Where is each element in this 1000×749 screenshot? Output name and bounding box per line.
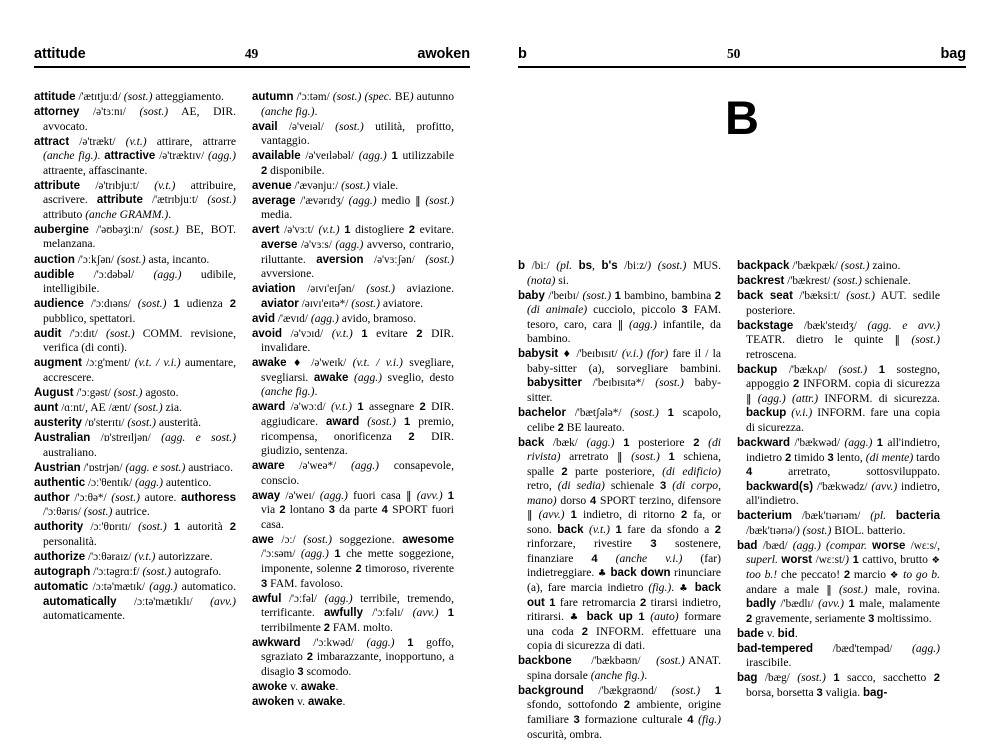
running-head-first-word: attitude — [34, 46, 86, 62]
running-head-last-word: bag — [940, 46, 966, 62]
dictionary-entry: bad-tempered /bæd'tempəd/ (agg.) irascibile. — [737, 641, 940, 670]
running-head-first-word: b — [518, 46, 527, 62]
dictionary-entry: bachelor /'bætʃələ*/ (sost.) 1 scapolo, celibe 2 BE laureato. — [518, 405, 721, 434]
column-3 — [518, 141, 721, 743]
dictionary-entry: away /ə'weɪ/ (agg.) fuori casa ‖ (avv.) 1 via 2 lontano 3 da parte 4 SPORT fuori casa. — [252, 488, 454, 531]
column-top-spacer — [737, 141, 940, 259]
dictionary-entry: available /ə'veɪləbəl/ (agg.) 1 utilizzabile 2 disponibile. — [252, 149, 455, 177]
dictionary-entry: backpack /'bækpæk/ (sost.) zaino. — [737, 259, 901, 272]
dictionary-entry: authority /ɔː'θɒrɪtɪ/ (sost.) 1 autorità 2 personalità. — [34, 520, 237, 548]
dictionary-entry: backstage /bæk'steɪdʒ/ (agg. e avv.) TEATR. dietro le quinte ‖ (sost.) retroscena. — [737, 318, 940, 361]
dictionary-entry: aviation /əɪvɪ'eɪʃən/ (sost.) aviazione. aviator /əɪvɪ'eɪtə*/ (sost.) aviatore. — [252, 282, 454, 310]
dictionary-entry: authentic /ɔː'θentɪk/ (agg.) autentico. — [34, 475, 212, 489]
letter-section-heading: B — [725, 91, 759, 144]
dictionary-entry: avoid /ə'vɔɪd/ (v.t.) 1 evitare 2 DIR. invalidare. — [252, 326, 454, 355]
running-head-left — [34, 46, 470, 68]
dictionary-entry: backrest /'bækrest/ (sost.) schienale. — [737, 274, 911, 288]
column-2 — [252, 90, 454, 710]
dictionary-entry: attract /ə'trækt/ (v.t.) attirare, attrarre (anche fig.). attractive /ə'træktɪv/ (agg.) attraente, affascinante. — [34, 134, 236, 177]
dictionary-entry: audible /'ɔːdəbəl/ (agg.) udibile, intelligibile. — [34, 267, 236, 296]
dictionary-entry: awe /ɔː/ (sost.) soggezione. awesome /'ɔːsəm/ (agg.) 1 che mette soggezione, imponente, solenne 2 timoroso, riverente 3 FAM. favoloso. — [252, 532, 455, 590]
dictionary-entry: audit /'ɔːdɪt/ (sost.) COMM. revisione, verifica (di conti). — [34, 326, 236, 355]
dictionary-entry: bad /bæd/ (agg.) (compar. worse /wɛːs/, superl. worst /wɛːst/) 1 cattivo, brutto ❖ too b.! che peccato! 2 marcio ❖ to go b. andare a male ‖ (sost.) male, rovina. badly /'bædlɪ/ (avv.) 1 male, malamente 2 gravemente, seriamente 3 moltissimo. — [737, 538, 941, 625]
dictionary-entry: awkward /'ɔːkwəd/ (agg.) 1 goffo, sgraziato 2 imbarazzante, inopportuno, a disagio 3 scomodo. — [252, 635, 455, 678]
dictionary-entry: author /'ɔːθə*/ (sost.) autore. authoress /'ɔːθərɪs/ (sost.) autrice. — [34, 490, 236, 519]
dictionary-entry: augment /ɔːg'ment/ (v.t. / v.i.) aumentare, accrescere. — [34, 356, 236, 384]
column-4 — [737, 141, 940, 743]
dictionary-entry: avid /'ævɪd/ (agg.) avido, bramoso. — [252, 311, 417, 325]
running-head-last-word: awoken — [417, 46, 470, 62]
dictionary-entry: awoken v. awake. — [252, 694, 346, 708]
dictionary-entry: auction /'ɔːkʃən/ (sost.) asta, incanto. — [34, 252, 210, 266]
dictionary-entry: audience /'ɔːdɪəns/ (sost.) 1 udienza 2 pubblico, spettatori. — [34, 297, 236, 325]
dictionary-entry: award /ə'wɔːd/ (v.t.) 1 assegnare 2 DIR. aggiudicare. award (sost.) 1 premio, ricompensa, onorificenza 2 DIR. giudizio, sentenza. — [252, 400, 454, 458]
dictionary-entry: August /'ɔːgəst/ (sost.) agosto. — [34, 385, 179, 399]
dictionary-entry: aubergine /'əʊbəʒiːn/ (sost.) BE, BOT. melanzana. — [34, 222, 236, 251]
page-number: 49 — [244, 46, 259, 61]
dictionary-entry: average /'ævərɪdʒ/ (agg.) medio ‖ (sost.) media. — [252, 193, 454, 222]
dictionary-entry: awake ♦ /ə'weɪk/ (v.t. / v.i.) svegliare, svegliarsi. awake (agg.) sveglio, desto (anche fig.). — [252, 356, 454, 399]
dictionary-entry: autumn /'ɔːtəm/ (sost.) (spec. BE) autunno (anche fig.). — [252, 90, 455, 118]
dictionary-entry: attitude /'ætɪtjuːd/ (sost.) atteggiamento. — [34, 90, 224, 103]
dictionary-entry: attorney /ə'tɜːnɪ/ (sost.) AE, DIR. avvocato. — [34, 105, 236, 133]
dictionary-entry: backward /'bækwəd/ (agg.) 1 all'indietro, indietro 2 timido 3 lento, (di mente) tardo 4 arretrato, sottosviluppato. backward(s) /'bækwədz/ (avv.) indietro, all'indietro. — [737, 436, 940, 508]
running-head-right — [518, 46, 966, 68]
dictionary-entry: bag /bæg/ (sost.) 1 sacco, sacchetto 2 borsa, borsetta 3 valigia. bag- — [737, 671, 940, 699]
dictionary-entry: background /'bækgraʊnd/ (sost.) 1 sfondo, sottofondo 2 ambiente, origine familiare 3 formazione culturale 4 (fig.) oscurità, ombra. — [518, 683, 721, 741]
column-top-spacer — [518, 141, 721, 259]
dictionary-entry: bade v. bid. — [737, 626, 798, 640]
dictionary-entry: back seat /'bæksiːt/ (sost.) AUT. sedile posteriore. — [737, 289, 940, 317]
dictionary-entry: backup /'bækʌp/ (sost.) 1 sostegno, appoggio 2 INFORM. copia di sicurezza ‖ (agg.) (attr.) INFORM. di sicurezza. backup (v.i.) INFORM. fare una copia di sicurezza. — [737, 362, 940, 435]
columns-right-page — [518, 141, 966, 743]
dictionary-entry: avail /ə'veɪəl/ (sost.) utilità, profitto, vantaggio. — [252, 119, 454, 148]
dictionary-entry: babysit ♦ /'beɪbɪsɪt/ (v.i.) (for) fare il / la baby-sitter (a), sorvegliare bambini. babysitter /'beɪbɪsɪtə*/ (sost.) baby-sitter. — [518, 347, 722, 404]
dictionary-entry: awoke v. awake. — [252, 679, 339, 693]
page-right — [500, 0, 1000, 749]
dictionary-entry: authorize /'ɔːθəraɪz/ (v.t.) autorizzare. — [34, 549, 213, 563]
dictionary-entry: backbone /'bækbəʊn/ (sost.) ANAT. spina dorsale (anche fig.). — [518, 654, 721, 682]
dictionary-entry: austerity /ɒ'sterɪtɪ/ (sost.) austerità. — [34, 416, 202, 430]
dictionary-entry: aware /ə'weə*/ (agg.) consapevole, conscio. — [252, 459, 454, 487]
dictionary-entry: attribute /ə'trɪbjuːt/ (v.t.) attribuire, ascrivere. attribute /'ætrɪbjuːt/ (sost.) attributo (anche GRAMM.). — [34, 178, 237, 221]
dictionary-entry: avenue /'ævənjuː/ (sost.) viale. — [252, 178, 399, 192]
dictionary-entry: b /biː/ (pl. bs, b's /biːz/) (sost.) MUS. (nota) si. — [518, 259, 722, 287]
dictionary-entry: avert /ə'vɜːt/ (v.t.) 1 distogliere 2 evitare. averse /ə'vɜːs/ (agg.) avverso, contrario, riluttante. aversion /ə'vɜːʃən/ (sost.) avversione. — [252, 223, 455, 281]
dictionary-entry: back /bæk/ (agg.) 1 posteriore 2 (di rivista) arretrato ‖ (sost.) 1 schiena, spalle 2 parte posteriore, (di edificio) retro, (di sedia) schienale 3 (di corpo, mano) dorso 4 SPORT terzino, difensore ‖ (avv.) 1 indietro, di ritorno 2 fa, or sono. back (v.t.) 1 fare da sfondo a 2 rinforzare, rivestire 3 sostenere, finanziare 4 (anche v.i.) (far) indietreggiare. ♣ back down rinunciare (a), fare marcia indietro (fig.). ♣ back out 1 fare retromarcia 2 tirarsi indietro, ritirarsi. ♣ back up 1 (auto) formare una coda 2 INFORM. effettuare una copia di sicurezza di dati. — [518, 435, 722, 653]
dictionary-entry: autograph /'ɔːtəgrɑːf/ (sost.) autografo. — [34, 565, 222, 578]
column-1 — [34, 90, 236, 710]
dictionary-entry: baby /'beɪbɪ/ (sost.) 1 bambino, bambina 2 (di animale) cucciolo, piccolo 3 FAM. tesoro, caro, cara ‖ (agg.) infantile, da bambino. — [518, 288, 721, 346]
dictionary-entry: Australian /ɒ'streɪljən/ (agg. e sost.) australiano. — [34, 431, 236, 459]
dictionary-entry: bacterium /bæk'tɪərɪəm/ (pl. bacteria /bæk'tɪərɪə/) (sost.) BIOL. batterio. — [737, 509, 941, 537]
dictionary-entry: Austrian /'ɒstrjən/ (agg. e sost.) austriaco. — [34, 460, 233, 474]
dictionary-entry: awful /'ɔːfəl/ (agg.) terribile, tremendo, terrificante. awfully /'ɔːfəlɪ/ (avv.) 1 terribilmente 2 FAM. molto. — [252, 591, 454, 634]
dictionary-entry: automatic /ɔːtə'mætɪk/ (agg.) automatico. automatically /ɔːtə'mætɪklɪ/ (avv.) automaticamente. — [34, 580, 236, 623]
columns-left-page — [34, 90, 470, 710]
page-number: 50 — [726, 46, 741, 61]
dictionary-entry: aunt /ɑːnt/, AE /ænt/ (sost.) zia. — [34, 400, 182, 414]
